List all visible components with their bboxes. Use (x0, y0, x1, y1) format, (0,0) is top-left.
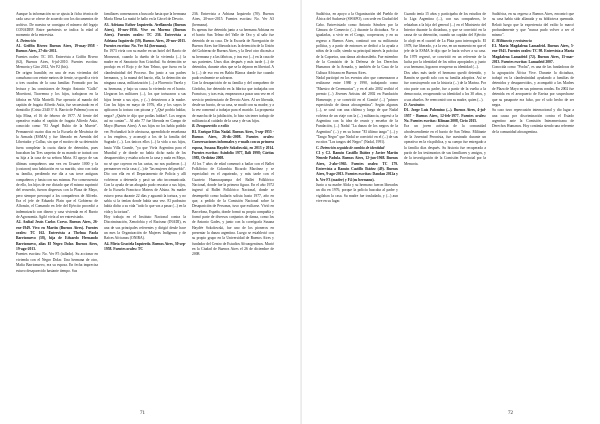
section-heading: E. Militancia y resistencia (492, 38, 532, 43)
paragraph: Es apenas fue detenida junto a su hermana Adriana en el barrio San Telmo del Valle de Oro y al salir fue detenida de su casa. De la Escuela de Navegación de Buenos Aires fue liberada tras la detención de la Unión del Gobierno de Buenos Aires, y la llevó otro día más a su hermana y a las fábricas, y tras eso (...) en la casa de sus parientes. Unos días después y más tarde (...) de detenidos, durante años que se la dejaron en libertad. A la (...) de eso era en Bahía Blanca donde fue cuando pudo realmente se salvaron. (192, 28, 274, 81)
paragraph: En 1973 vivía con su madre en un hotel del Barrio de Monserrat, cuando la dueña de la vivienda (...) la madre en el Sanatorio San Cristóbal. Su detención se produjo en el Rojo y de San Telmo, que fuera en la clandestinidad del Proceso. Iba junto a sus padres hermanos, y, la mamá del barrio, ella, la detención sin ninguna causa, militarización (...) a Florencio Varela y su hermana, y bajo su causa la viviendo en el barrio. Llegaron los militares (...), los que torturaron a sus hijos frente a sus ojos, y (...) detuvieron a la madre. Con los hijos en mayo de 1976, ella y los suyos le aplicaron la tortura con picana y "¿Qué podría hablar, negra? ¿Quién te dijo que podías hablar?. Los negros así no cantan"... Al año 77 fue liberada en Campo de Mayo (Buenos Aires). A sus hijos no los había podido ver. Profundizó la fe afectuosa, aprendida de enseñanza a los empleos, y aconsejó a los de la familia del Sagrado (...). Los únicos ellos (...) la vida a sus hijos, hasta Villa Grande, "ya que Vivía Argentina para el Mundial y de donde no había dicho nada de los desaparecidos y estaba sola en la casa y nada en Mayo, no sé que cayeron en las cartas, no nos pudieron (...) permanecer en la casa; (...) de "las mujeres del pueblo". (104, 49, 186, 171)
paragraph: Dos años más tarde el hermano quedó detenido, y Ramón se quedó solo con su familia adoptiva. Así se fue construyendo con la historia (...) de la Marina. Por otra parte con su padre, fue a partir de la vuelta a la democracia, recuperando su identidad a los 30 años, y a sus abuelos. Se reencontró con su madre, quien (...). (404, 70, 486, 102)
paragraph: Conocida como "Pocha", es una de las fundadoras de la agrupación África Vive. Durante la dictadura, trabajó en la clandestinidad ayudando a familias de detenidos y desaparecidos, y acompañó a las Madres de Plaza de Mayo en sus primeras rondas. En 2002 fue detenida en el aeropuerto de Ezeiza por sospecharse que su pasaporte era falso, por el solo hecho de ser negra. (492, 65, 574, 107)
right-page-column-1 (316, 12, 398, 412)
left-page-column-2 (104, 12, 186, 412)
entry-heading: A2. Aníbal Jesús Carlos Corvo. Buenos Aires, 26-ene-1949. Vivo en Martín (Buenos Aires). Fuentes orales: TC 162. Entrevista a Thelma Paola Barrionuevo (58), hija de Eduardo Hernando Barrionuevo, alias El Negro Dolar. Buenos Aires, 19-ago-2013. (16, 220, 98, 252)
paragraph: Sudáfrica, en su regreso a Buenos Aires, encontró que su casa había sido allanada y su biblioteca quemada. Relató luego que la experiencia del exilio lo marcó profundamente y que "nunca pudo volver a ser el mismo". (492, 12, 574, 38)
right-page (302, 0, 600, 424)
paragraph: Dio con ella en el Departamento de Policía y allí volvieron a detenerla y pasó un año incomunicada. Con la ayuda de un abogado pudo rescatar a sus hijos, de la Escuela Francisco Mateos de Alsina. Su madre estuvo presa durante 22 días y aguantó la tortura, y no sabía si la tenían donde había una vez. El padrastro había dicho a su vida "todo lo que vas a pasar (...) en la vida y la tortura". (104, 172, 186, 214)
paragraph: Era un joven activista de la comunidad afrodescendiente en el barrio de San Telmo. Militante de la Juventud Peronista, fue asesinado durante un operativo en la vía pública, y su cuerpo fue entregado a la familia días después. Su historia fue recuperada a partir de los testimonios de sus familiares y amigos, y de la investigación de la Comisión Provincial por la Memoria. (404, 124, 486, 166)
paragraph: Nadal participó en los eventos afro que comenzaron a realizarse entre 1980 y 1990, trabajando como "Maestro de Ceremonias", y en el año 2002 recibió el premio (...) Jóvenes Artistas del 2002 en Fundación Homenaje; y se convirtió en el Comité (...) "primer espectáculo de danza afroargentina". Según algunos (...), se casó con una chilena y luego de que Nadal volviera de un viaje con la (...) militancia, regresó a la Argentina con la idea de reunir y enseñar de la Fundación, (...) Nadal "La danza de los negros de la Argentina" (...) y en su honor "El último tango" (...) y "Tango Negro" que Nadal se convirtió en el (...) de sus escritos "Los tangos del Negro" (Nadal, 1991). (316, 76, 398, 145)
section-heading: D. Asesinatos (404, 102, 425, 107)
entry-heading: D1. Jorge Luis Palomino (...). Buenos Aires, 4-jul-1957 - Buenos Aires, 12-feb-1977. Fuentes orales: No. Fuentes escritas: Kliman 2008, Cirio 2015. (404, 108, 486, 123)
left-page-column-1 (16, 12, 98, 412)
paragraph: Junto a su madre Alida y su hermano fueron liberados un día en 1976, porque la policía buscaba al padre y vigilaban la casa. Su madre fue trasladada, y (...) aun vive en su lugar. (316, 183, 398, 204)
paragraph: Su caso tuvo repercusión internacional y dio lugar a una causa por discriminación contra el Estado argentino ante la Comisión Interamericana de Derechos Humanos. Hoy continúa siendo una referente de la comunidad afroargentina. (492, 108, 574, 134)
paragraph: familiares comenzaron a buscarlo hasta que la hermana María Elena La maitó le hallo en la Cárcel de Devoto. (104, 12, 186, 22)
left-page-column-3 (192, 12, 274, 412)
paragraph: Fuentes orales: TC 105. Entrevista a Griffin Rivero (62), Buenos Aires, 6-jul-2010. Fuentes escritas: Memoria y Giro 2012, Ver F2 (bis). (16, 54, 98, 70)
entry-heading: A4. Mirta Graciela Izquierdo. Buenos Aires, 30-sep-1958. Fuentes orales: TC (104, 241, 186, 252)
paragraph: De origen humilde, en una de esas viviendas del conurbano con veinte metros de frente, se quedó a vivir a tres cuadras de la casa familiar. Formado por las lectura y las comisiones de Sergio Antonio "Gallo" Morettoni, Tiravenna y los hijos, trabajaron en la fábrica en Villa Martelli. Fue operario al mando del capitán de fragata Alfredo Astiz, fue secuestrado en el domicilio (Cristo 2340 3° A. Barrio de Palermo) con su hija Mina, el 16 de febrero de 1977. Al frente del operativo estaba el capitán de fragata Alfredo Astiz, conocido como "El Ángel Rubio de la Muerte". Permaneció cuatro días en la Escuela de Mecánica de la Armada (ESMA) y fue liberado en Avenida del Libertador y Callao, sin que el motivo de su detención fuera completar la cuota diaria de detenidos, pues buscaban las Tres carpetas de su mando se tratará con su hija a la casa de su señora Mirta. El apoyo de sus últimas compañeros una vez en Uruarte 1000 y la (costaron) una habitación en su marido, sino con toda su familia, perdiendo ese día a sus trece antiguos compañeros y hasta con sus mismas. Por consecuencia de ello, los hijos de ese dictado que él mismo suprimió del recuerdo, fueron dispersos con la Plaza de Mayo, pero siempre preocupó a los compañeros de Alfredo. Era el jefe de Eduardo Plain que el Gobierno de Alfonsín, el Comando en Jefe del Ejército procedió a indemnizarlo con dinero y casa vivienda en el Barrio de Agronomía. Agiló vivía al ser entrevistado. (16, 70, 98, 220)
section-heading: C. Detención seguida de cambio de identidad (316, 145, 385, 150)
paragraph: 236. Entrevista a Adriana Izquierdo (59). Buenos Aires, 20-nov-2015. Fuentes escritas: No. Ver A3 (hermana). (192, 12, 274, 27)
paragraph: Cuando tenía 15 años y participaba de los estudios de la Liga Argentina (...), con sus compañeros, le relataban a la hija del general (...) en el Ministerio del Interior durante la dictadura, y que se convirtió en la causa de su detención, cuando un capitán del Ejército lo alojó en el cuartel de La Plata para interrogarlo. El 1978, fue liberado, y a la vez, en un momento en que el jefe de la ESMA le dijo que le haría volver a su casa. En 1979 regresó, se convirtió en un referente de la lucha por la identidad de los niños apropiados y, junto a su hermano, lograron recuperar su identidad (...). (404, 12, 486, 70)
section-heading: B. Desaparecido o exilio (192, 124, 230, 129)
page-number-right: 72 (508, 411, 513, 416)
page-number-left: 71 (140, 411, 145, 416)
entry-heading: A3. Adriana Esther Izquierdo. Avellaneda (Buenos Aires), 10-nov-1956. Vive en Moreno (Buenos Aires). Fuentes orales: TC 236. Entrevista a Adriana Izquierdo (59). Buenos Aires, 20-nov-2015. Fuentes escritas: No. Ver A4 (hermana). (104, 22, 186, 49)
paragraph: Aunque la información no se ajusta la ficha técnica de cada caso se ofrece de acuerdo con los documentos de archivo. De nuestra se consigna el número del legajo CONADEP. Entre paréntesis se indica la edad al momento de la entrevista. (16, 12, 98, 38)
paragraph: Con la desaparición de su familia y del compañero de Córdoba, fue detenido en la fábrica que trabajaba con Francisco, y tras esta, empezaron a pasar una vez en el servicio penitenciario de Devoto Aires. Al ser liberada, desde un barrio, de su casa, se mudó con su madre, y a la vez comenzó a trabajar para el marido. La propuesta de marcha de la jubilación, lo hizo sin tener trabajo de militancia al cuidado de la casa y de sus hijos. (192, 81, 274, 123)
section-heading: A. Detención (16, 38, 36, 43)
entry-heading: B1. Enrique Elías Nadal. Buenos Aires, 5-sep-1955 - Buenos Aires, 26-dic-2008. Fuentes orales: Conversaciones informales y e-mails con su primera esposa, Susana Haydée Sokolowski, en 2013 y 2014. Fuentes escritas: Asinfolio 1977, Ikili 1998; Cáritas 1983, Ordóñez 2008. (192, 129, 274, 161)
entry-heading: A1. Griffin Rivero Buenos Aires, 19-may-1958 - Buenos Aires, 27-dic-2011. (16, 44, 98, 54)
right-page-column-2 (404, 12, 486, 412)
paragraph: Al los 7 años de edad comenzó a bailar con el Ballet Folklórico de Colombia Ricardo Martínez y se especializó en el zapateado, y más tarde con el Cuarteto Huanacapampa del Ballet Folklórico Nacional, donde fue la primera figura. En el año 1972 ingresó al Ballet Folklórico Nacional, donde se desempeñó como bailarín solista hasta 1977, año en que, a pedido de la Comisión Nacional sobre la Desaparición de Personas, tuvo que exiliarse. Vivió en Barcelona, España, donde formó su propia compañía y formó parte de diversos conjuntos de danza, como los de Antonio Gades, y junto con la coreógrafa Susana Haydée Sokolowski, fue uno de los pioneros en presentar la danza argentina. Luego se estableció con su propio grupo en la Universidad de Buenos Aires y fundador del Centro de Estudios Afroargentinos. Murió en la Ciudad de Buenos Aires el 26 de diciembre de 2008. (192, 161, 274, 257)
paragraph: Hoy trabaja en el Instituto Nacional contra la Discriminación, Xenofobia y el Racismo (INADI), es una de sus principales referentes y dirigió desde hace un mes la Organización de Mujeres Indígenas y de Raíces Africanas (ONIRA). (104, 215, 186, 241)
paragraph: Sudáfrica, en apoyo a la Organización del Pueblo de África del Sudoeste (SWAPO), con sede en Ciudad del Cabo. Entrevistado como Antonio Sánchez por la Cámara de Comercio (...) durante la dictadura. Ve a igualarlas, a vivir en el Congo, cooperaron, y en su regreso a Buenos Aires, continuó con su militancia política, y a partir de entonces se dedicó a la ayuda a niños de la calle, siendo su principal interés la práctica de la Capoeira, una danza afrobrasileña. Fue miembro de la Comisión de la Defensa de los Derechos Humanos de la Armada, y también de la Casa de la Cultura Africana en Buenos Aires. (316, 12, 398, 75)
paragraph: Fuentes escritas: No. Ver F5 (tallado). Su accionar en vivienda con el Negro Dolar. Una hermana de otro, Mafia Barrionuevo, era su esposa. En fecha imprecisa estuvo desaparecido bastante tiempo. Sus (16, 252, 98, 273)
right-page-column-3 (492, 12, 574, 412)
entry-heading: C1 y C2. Ramón Castillo Ibáñez y Javier Martín Nenede Padula. Buenos Aires, 12-jun-1968. Buenos Aires, 2-abr-1965. Fuentes orales: TC 179. Entrevista a Ramón Castillo Ibáñez (49). Buenos Aires, 9-ago-2013. Fuentes escritas: Dandan 2012a y b. Ver F3 (madre) y F4 (su hermano). (316, 150, 398, 182)
entry-heading: E1. María Magdalena Lamadrid. Buenos Aires, 5-ene-1941. Fuentes orales: TC 98. Entrevista a María Magdalena Lamadrid (72). Buenos Aires, 15-mar-2013. Fuentes escritas: Lamadrid 2007. (492, 44, 574, 65)
